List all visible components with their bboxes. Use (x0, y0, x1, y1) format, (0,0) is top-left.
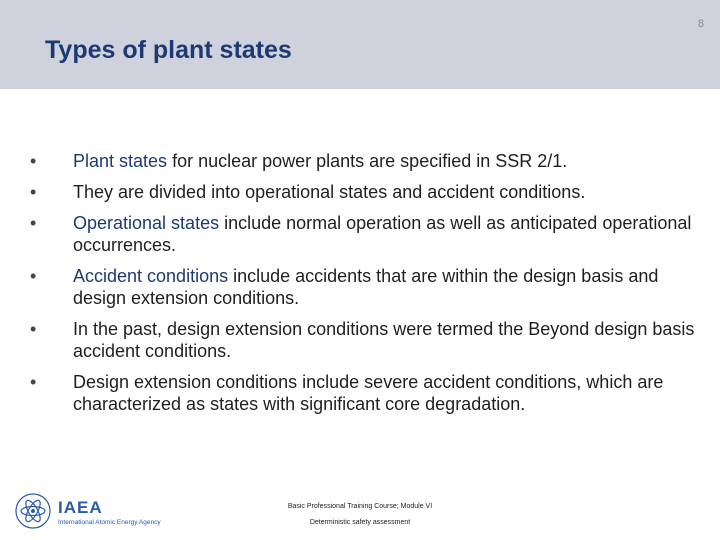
bullet-item (30, 318, 700, 362)
bullet-marker: • (30, 151, 37, 171)
slide-title: Types of plant states (45, 36, 292, 64)
iaea-atom-emblem-icon (14, 492, 52, 530)
page-number: 8 (697, 18, 704, 30)
bullet-marker: • (30, 319, 37, 339)
bullet-item (30, 212, 700, 256)
bullet-item (30, 150, 700, 172)
bullet-item (30, 371, 700, 415)
footer-course-line: Basic Professional Training Course; Module VI (287, 503, 433, 510)
iaea-logo (14, 492, 174, 532)
bullet-marker: • (30, 266, 37, 286)
bullet-text: Design extension conditions include severe accident conditions, which are characterized as states with significant core degradation. (73, 372, 664, 414)
slide-header (0, 0, 720, 89)
bullet-text: include normal operation as well as anticipated operational occurrences. (73, 213, 692, 255)
bullet-text: for nuclear power plants are specified in SSR 2/1. (167, 151, 568, 171)
bullet-highlight: Operational states (73, 213, 220, 233)
bullet-marker: • (30, 213, 37, 233)
bullet-text: They are divided into operational states and accident conditions. (73, 182, 586, 202)
bullet-item (30, 181, 700, 203)
logo-wordmark: IAEA (58, 498, 103, 517)
footer-topic-line: Deterministic safety assessment (309, 519, 411, 526)
bullet-text: include accidents that are within the design basis and design extension conditions. (73, 266, 659, 308)
bullet-marker: • (30, 372, 37, 392)
bullet-list (30, 150, 700, 424)
bullet-text: In the past, design extension conditions were termed the Beyond design basis accident conditions. (73, 319, 695, 361)
bullet-item (30, 265, 700, 309)
logo-subtext: International Atomic Energy Agency (58, 519, 161, 526)
bullet-highlight: Accident conditions (73, 266, 229, 286)
bullet-highlight: Plant states (73, 151, 168, 171)
bullet-marker: • (30, 182, 37, 202)
